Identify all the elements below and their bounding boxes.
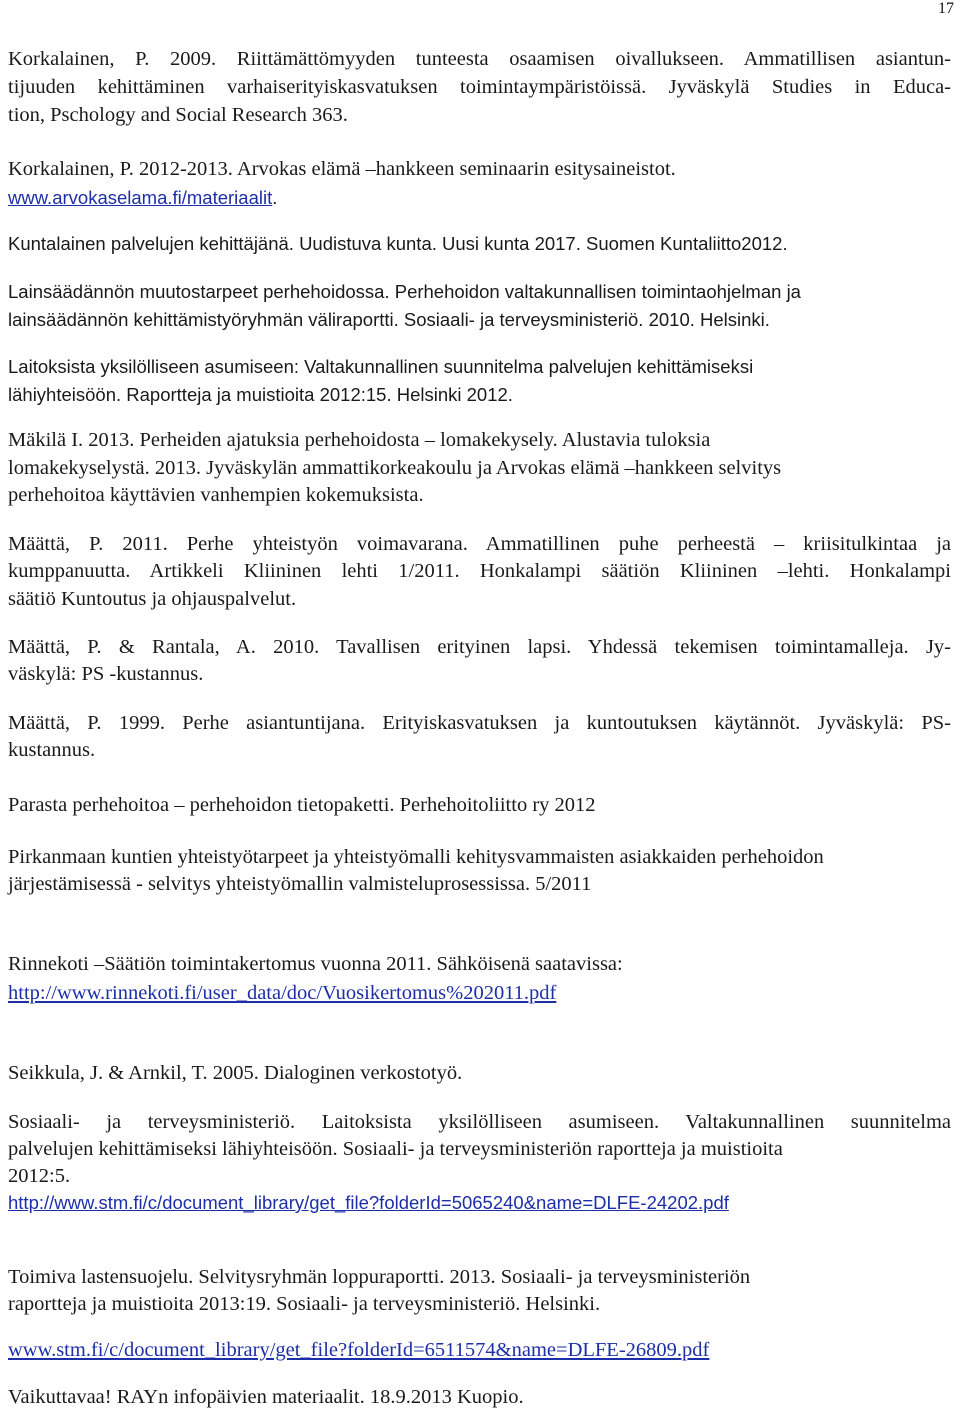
reference-line: Määttä, P. & Rantala, A. 2010. Tavallisen erityinen lapsi. Yhdessä tekemisen toimintamalleja. Jy- <box>8 636 951 658</box>
reference-line: järjestämisessä - selvitys yhteistyömallin valmisteluprosessissa. 5/2011 <box>8 873 592 895</box>
reference-line: tijuuden kehittäminen varhaiserityiskasvatuksen toimintaympäristöissä. Jyväskylä Studies in Educa- <box>8 76 951 98</box>
reference-line: Parasta perhehoitoa – perhehoidon tietopaketti. Perhehoitoliitto ry 2012 <box>8 794 596 816</box>
reference-line: palvelujen kehittämiseksi lähiyhteisöön. Sosiaali- ja terveysministeriön raportteja ja muistioita <box>8 1138 783 1160</box>
reference-line: raportteja ja muistioita 2013:19. Sosiaali- ja terveysministeriö. Helsinki. <box>8 1293 601 1315</box>
reference-url-line <box>8 981 556 1005</box>
reference-url-line <box>8 1338 709 1362</box>
reference-line: Määttä, P. 1999. Perhe asiantuntijana. Erityiskasvatuksen ja kuntoutuksen käytännöt. Jyväskylä: PS- <box>8 712 951 734</box>
reference-line: väskylä: PS -kustannus. <box>8 663 204 685</box>
reference-line: säätiö Kuntoutus ja ohjauspalvelut. <box>8 588 297 610</box>
reference-link-suffix: . <box>272 187 278 208</box>
reference-line: Vaikuttavaa! RAYn infopäivien materiaalit. 18.9.2013 Kuopio. <box>8 1386 524 1408</box>
reference-line: Kuntalainen palvelujen kehittäjänä. Uudistuva kunta. Uusi kunta 2017. Suomen Kuntaliitto2012. <box>8 233 788 254</box>
reference-line: Laitoksista yksilölliseen asumiseen: Valtakunnallinen suunnitelma palvelujen kehittämiseksi <box>8 356 754 377</box>
reference-line: 2012:5. <box>8 1165 71 1187</box>
reference-line: Määttä, P. 2011. Perhe yhteistyön voimavarana. Ammatillinen puhe perheestä – kriisitulkintaa ja <box>8 533 951 555</box>
reference-line: Korkalainen, P. 2012-2013. Arvokas elämä –hankkeen seminaarin esitysaineistot. <box>8 158 676 180</box>
reference-link[interactable]: http://www.stm.fi/c/document_library/get_file?folderId=5065240&name=DLFE-24202.pdf <box>8 1192 729 1213</box>
reference-line: Mäkilä I. 2013. Perheiden ajatuksia perhehoidosta – lomakekysely. Alustavia tuloksia <box>8 429 711 451</box>
reference-line: Pirkanmaan kuntien yhteistyötarpeet ja yhteistyömalli kehitysvammaisten asiakkaiden perhehoidon <box>8 846 824 868</box>
reference-line: lomakekyselystä. 2013. Jyväskylän ammattikorkeakoulu ja Arvokas elämä –hankkeen selvitys <box>8 457 782 479</box>
reference-line: lähiyhteisöön. Raportteja ja muistioita 2012:15. Helsinki 2012. <box>8 384 513 405</box>
reference-line: kumppanuutta. Artikkeli Kliininen lehti 1/2011. Honkalampi säätiön Kliininen –lehti. Honkalampi <box>8 560 951 582</box>
page-number: 17 <box>938 0 954 17</box>
reference-link[interactable]: http://www.rinnekoti.fi/user_data/doc/Vuosikertomus%202011.pdf <box>8 982 557 1004</box>
reference-line: perhehoitoa käyttävien vanhempien kokemuksista. <box>8 484 424 506</box>
reference-line: Seikkula, J. & Arnkil, T. 2005. Dialoginen verkostotyö. <box>8 1062 463 1084</box>
reference-line: tion, Pschology and Social Research 363. <box>8 104 348 126</box>
reference-link[interactable]: www.arvokaselama.fi/materiaalit <box>8 187 273 208</box>
reference-line: Lainsäädännön muutostarpeet perhehoidossa. Perhehoidon valtakunnallisen toimintaohjelman ja <box>8 281 801 302</box>
reference-line: Korkalainen, P. 2009. Riittämättömyyden tunteesta osaamisen oivallukseen. Ammatillisen asiantun- <box>8 48 951 70</box>
reference-url-line <box>8 1191 729 1215</box>
reference-url-line <box>8 186 277 210</box>
reference-line: Sosiaali- ja terveysministeriö. Laitoksista yksilölliseen asumiseen. Valtakunnallinen suunnitelma <box>8 1111 951 1133</box>
reference-link[interactable]: www.stm.fi/c/document_library/get_file?folderId=6511574&name=DLFE-26809.pdf <box>8 1339 710 1361</box>
reference-line: lainsäädännön kehittämistyöryhmän väliraportti. Sosiaali- ja terveysministeriö. 2010. Helsinki. <box>8 309 770 330</box>
reference-line: kustannus. <box>8 739 96 761</box>
reference-line: Rinnekoti –Säätiön toimintakertomus vuonna 2011. Sähköisenä saatavissa: <box>8 953 623 975</box>
reference-line: Toimiva lastensuojelu. Selvitysryhmän loppuraportti. 2013. Sosiaali- ja terveysministeriön <box>8 1266 751 1288</box>
